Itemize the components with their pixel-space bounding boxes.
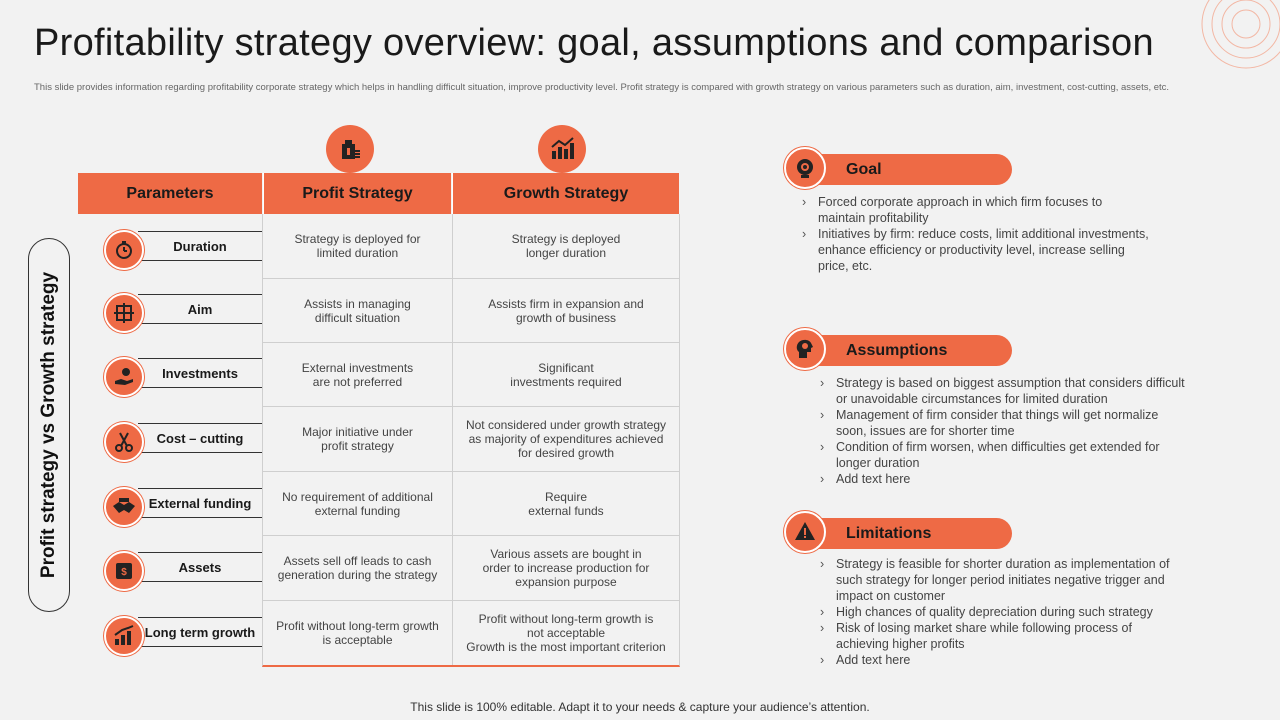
- param-duration: [104, 230, 264, 270]
- panel-title: Goal: [806, 154, 1012, 185]
- goal-bullets: [800, 194, 1150, 274]
- side-label-pill: [28, 238, 70, 612]
- warning-icon: [784, 511, 826, 553]
- param-aim: [104, 293, 264, 333]
- list-item: › Management of firm consider that things will get normalize soon, issues are for shorter time: [818, 407, 1188, 439]
- panel-title: Limitations: [806, 518, 1012, 549]
- header-growth-strategy: Growth Strategy: [452, 173, 679, 214]
- profit-cell: Major initiative under profit strategy: [263, 407, 453, 471]
- list-item: › Forced corporate approach in which firm focuses to maintain profitability: [800, 194, 1150, 226]
- list-item: › High chances of quality depreciation during such strategy: [818, 604, 1188, 620]
- growth-cell: Assists firm in expansion and growth of business: [488, 296, 644, 325]
- side-label: Profit strategy vs Growth strategy: [38, 271, 59, 579]
- table-row: [263, 472, 679, 536]
- concentric-circles-decoration: [1200, 0, 1280, 70]
- profit-cell: Strategy is deployed for limited duration: [263, 214, 453, 278]
- panel-title: Assumptions: [806, 335, 1012, 366]
- list-item: › Risk of losing market share while following process of achieving higher profits: [818, 620, 1188, 652]
- growth-cell: Various assets are bought in order to increase production for expansion purpose: [482, 547, 650, 589]
- profit-cell: No requirement of additional external funding: [263, 472, 453, 535]
- profit-cell: Assists in managing difficult situation: [263, 279, 453, 342]
- profit-cell: Assets sell off leads to cash generation during the strategy: [263, 536, 453, 600]
- param-label: Long term growth: [138, 617, 262, 647]
- param-external-funding: [104, 487, 264, 527]
- table-row: [263, 536, 679, 601]
- param-label: Aim: [138, 294, 262, 324]
- list-item: › Condition of firm worsen, when difficulties get extended for longer duration: [818, 439, 1188, 471]
- growth-cell: Profit without long-term growth is not acceptable Growth is the most important criterion: [466, 612, 666, 654]
- growth-chart-icon: [538, 125, 586, 173]
- growth-cell: Significant investments required: [510, 360, 622, 389]
- list-item: › Add text here: [818, 471, 1188, 487]
- param-long-term-growth: [104, 616, 264, 656]
- table-row: [263, 343, 679, 407]
- growth-cell: Strategy is deployed longer duration: [511, 232, 621, 260]
- table-row: [263, 279, 679, 343]
- slide-subtitle: This slide provides information regarding profitability corporate strategy which helps in handling difficult situation, improve productivity level. Profit strategy is compared with growth strategy on various parameters such as duration, aim, investment, cost-cutting, assets, etc.: [34, 82, 1170, 93]
- target-icon: [104, 293, 144, 333]
- stopwatch-icon: [104, 230, 144, 270]
- param-label: Assets: [138, 552, 262, 582]
- param-label: Investments: [138, 358, 262, 388]
- table-row: [263, 601, 679, 665]
- goal-icon: [784, 147, 826, 189]
- growth-cell: Require external funds: [528, 489, 604, 518]
- param-label: Cost – cutting: [138, 423, 262, 453]
- header-profit-strategy: Profit Strategy: [263, 173, 451, 214]
- footer-note: This slide is 100% editable. Adapt it to your needs & capture your audience’s attention.: [410, 700, 870, 714]
- header-parameters: Parameters: [78, 173, 262, 214]
- handshake-icon: [104, 487, 144, 527]
- param-label: External funding: [138, 488, 262, 518]
- param-label: Duration: [138, 231, 262, 261]
- panel-assumptions-header: [784, 328, 1012, 370]
- head-gear-icon: [784, 328, 826, 370]
- param-investments: [104, 357, 264, 397]
- assumptions-bullets: [818, 375, 1188, 487]
- param-assets: [104, 551, 264, 591]
- slide-title: Profitability strategy overview: goal, assumptions and comparison: [34, 22, 1154, 64]
- list-item: › Initiatives by firm: reduce costs, limit additional investments, enhance efficiency or productivity level, increase selling price, etc.: [800, 226, 1150, 274]
- profit-cell: External investments are not preferred: [263, 343, 453, 406]
- list-item: › Add text here: [818, 652, 1188, 668]
- table-row: [263, 214, 679, 279]
- hand-money-icon: [104, 357, 144, 397]
- param-cost-cutting: [104, 422, 264, 462]
- profit-cell: Profit without long-term growth is acceptable: [263, 601, 453, 665]
- growth-cell: Not considered under growth strategy as majority of expenditures achieved for desired growth: [465, 418, 667, 460]
- money-bag-icon: [326, 125, 374, 173]
- growth-icon: [104, 616, 144, 656]
- assets-icon: [104, 551, 144, 591]
- list-item: › Strategy is feasible for shorter duration as implementation of such strategy for longer period initiates negative trigger and impact on customer: [818, 556, 1188, 604]
- table-row: [263, 407, 679, 472]
- scissors-icon: [104, 422, 144, 462]
- limitations-bullets: [818, 556, 1188, 668]
- comparison-table: [262, 214, 680, 667]
- list-item: › Strategy is based on biggest assumption that considers difficult or unavoidable circumstances for limited duration: [818, 375, 1188, 407]
- svg-text:$: $: [121, 567, 127, 578]
- panel-goal-header: [784, 147, 1012, 189]
- panel-limitations-header: [784, 511, 1012, 553]
